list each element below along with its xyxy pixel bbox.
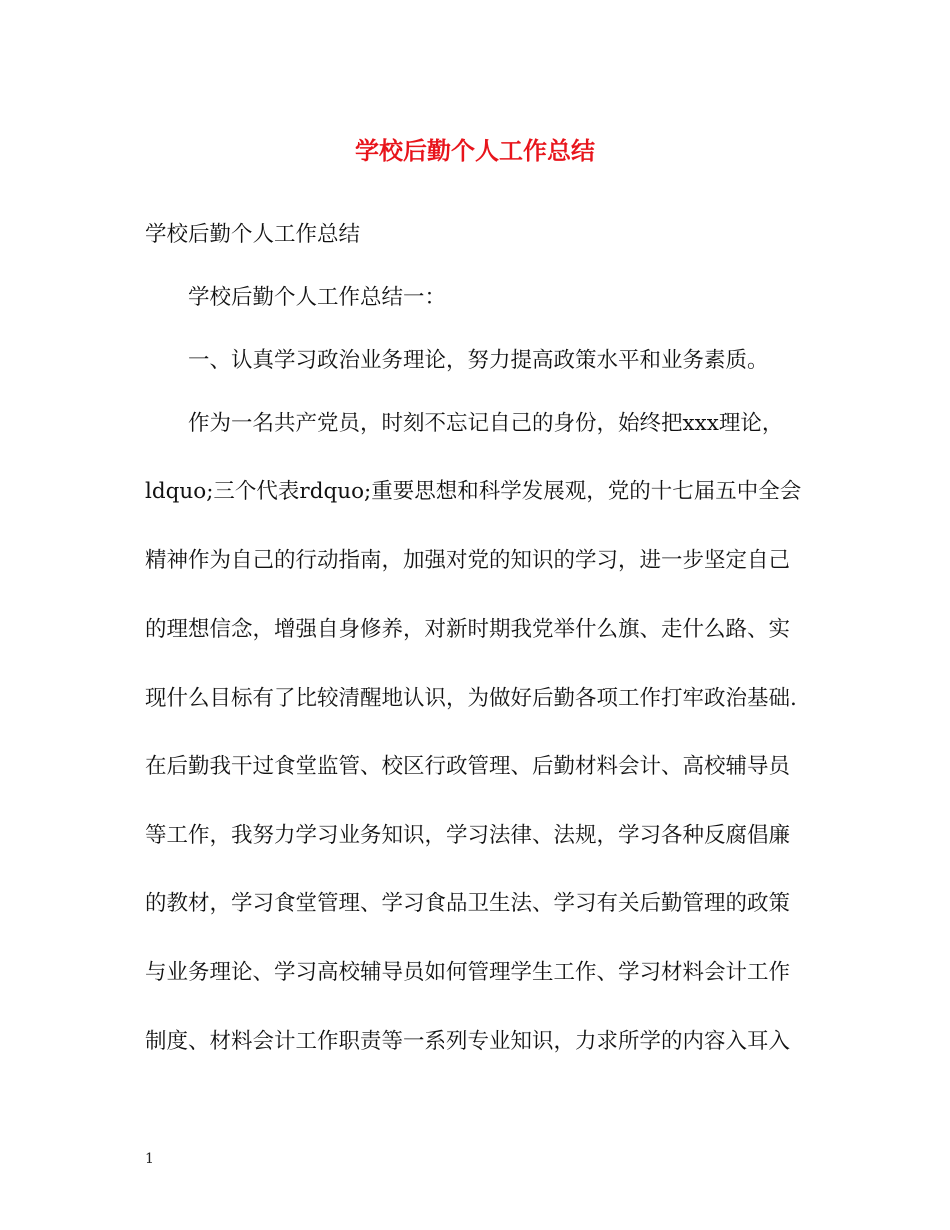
body-line: 现什么目标有了比较清醒地认识，为做好后勤各项工作打牢政治基础. bbox=[145, 686, 797, 711]
body-line: 在后勤我干过食堂监管、校区行政管理、后勤材料会计、高校辅导员 bbox=[145, 754, 791, 779]
body-line: 制度、材料会计工作职责等一系列专业知识，力求所学的内容入耳入 bbox=[145, 1029, 791, 1054]
page-number: 1 bbox=[145, 1151, 154, 1167]
section-heading: 学校后勤个人工作总结一： bbox=[188, 285, 447, 310]
body-line: 与业务理论、学习高校辅导员如何管理学生工作、学习材料会计工作 bbox=[145, 960, 791, 985]
document-title: 学校后勤个人工作总结 bbox=[355, 136, 595, 165]
body-line: 等工作，我努力学习业务知识，学习法律、法规，学习各种反腐倡廉 bbox=[145, 823, 791, 848]
body-line: 精神作为自己的行动指南，加强对党的知识的学习，进一步坚定自己 bbox=[145, 548, 791, 573]
body-line: ldquo;三个代表rdquo;重要思想和科学发展观，党的十七届五中全会 bbox=[145, 479, 802, 504]
body-line: 的理想信念，增强自身修养，对新时期我党举什么旗、走什么路、实 bbox=[145, 617, 791, 642]
point-one-heading: 一、认真学习政治业务理论，努力提高政策水平和业务素质。 bbox=[188, 348, 769, 373]
body-line: 作为一名共产党员，时刻不忘记自己的身份，始终把xxx理论， bbox=[188, 411, 784, 436]
document-subtitle: 学校后勤个人工作总结 bbox=[145, 222, 361, 247]
body-line: 的教材，学习食堂管理、学习食品卫生法、学习有关后勤管理的政策 bbox=[145, 891, 791, 916]
